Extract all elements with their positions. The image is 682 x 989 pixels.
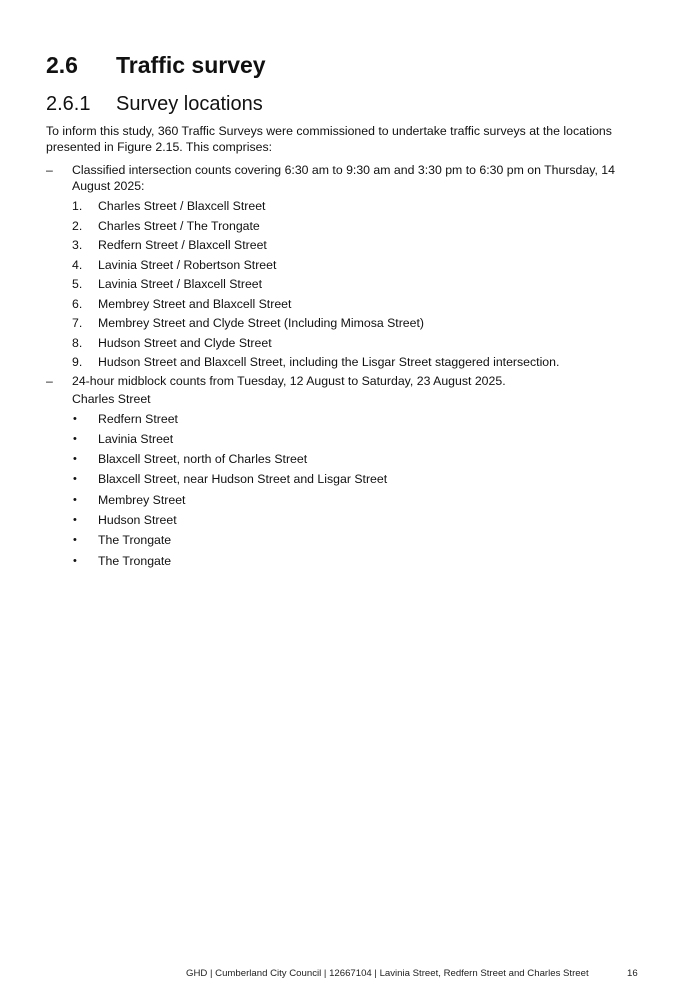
list-item-text: Hudson Street and Clyde Street [98, 335, 272, 350]
bullet-icon: • [73, 534, 77, 547]
section-heading [46, 52, 266, 79]
list-item-text: Redfern Street / Blaxcell Street [98, 238, 267, 252]
list-number: 8. [72, 335, 83, 350]
list-item-text: Membrey Street and Blaxcell Street [98, 296, 292, 311]
bullet-icon: • [73, 554, 77, 567]
list-number: 1. [72, 199, 83, 213]
dash-item-intersection-counts [46, 162, 636, 194]
dash-item-text: Classified intersection counts covering 6:30 am to 9:30 am and 3:30 pm to 6:30 pm on Thursday, 14 August 2025: [72, 163, 615, 193]
list-item [46, 256, 636, 276]
list-item-text: Membrey Street and Clyde Street (Including Mimosa Street) [98, 316, 424, 330]
dash-item-text: 24-hour midblock counts from Tuesday, 12 August to Saturday, 23 August 2025. [72, 373, 506, 388]
list-item [46, 314, 636, 334]
list-item [46, 295, 636, 315]
bullet-icon: • [73, 513, 77, 526]
list-number: 3. [72, 238, 83, 252]
list-item [46, 217, 636, 237]
dash-marker: – [46, 163, 53, 177]
list-number: 2. [72, 218, 83, 233]
list-item [46, 353, 636, 373]
list-number: 7. [72, 316, 83, 330]
list-item [46, 510, 636, 530]
dash-marker: – [46, 373, 53, 388]
list-item-text: Charles Street / The Trongate [98, 218, 260, 233]
list-item-text: Blaxcell Street, near Hudson Street and Lisgar Street [98, 472, 388, 487]
list-item [46, 551, 636, 571]
dash-item-midblock-counts [46, 373, 636, 389]
list-item [46, 490, 636, 510]
list-item-text: Membrey Street [98, 492, 186, 507]
section-title: Traffic survey [116, 52, 266, 78]
page-footer: GHD | Cumberland City Council | 12667104 | Lavinia Street, Redfern Street and Charles Street [186, 968, 589, 979]
list-item [46, 469, 636, 489]
survey-list [46, 162, 636, 571]
bullet-icon: • [73, 493, 77, 506]
list-item-text: Hudson Street and Blaxcell Street, including the Lisgar Street staggered intersection. [98, 355, 560, 369]
list-number: 5. [72, 277, 83, 291]
list-item-text: Hudson Street [98, 512, 177, 527]
list-item [46, 197, 636, 217]
list-item-text: The Trongate [98, 553, 172, 568]
section-number: 2.6 [46, 52, 78, 78]
midblock-first-location: Charles Street [72, 391, 151, 406]
list-number: 4. [72, 257, 83, 272]
bullet-icon: • [73, 412, 77, 425]
list-item-text: Charles Street / Blaxcell Street [98, 199, 266, 213]
bullet-icon: • [73, 473, 77, 486]
list-item [46, 409, 636, 429]
bullet-icon: • [73, 453, 77, 466]
list-item [46, 530, 636, 550]
list-item-text: Lavinia Street / Robertson Street [98, 257, 277, 272]
list-item-text: Redfern Street [98, 411, 178, 426]
list-item-text: The Trongate [98, 533, 172, 548]
subsection-number: 2.6.1 [46, 93, 91, 115]
list-item [46, 275, 636, 295]
list-item-text: Lavinia Street / Blaxcell Street [98, 277, 263, 291]
list-item [46, 236, 636, 256]
midblock-list [46, 409, 636, 571]
bullet-icon: • [73, 432, 77, 445]
list-item-text: Blaxcell Street, north of Charles Street [98, 452, 308, 467]
list-item [46, 334, 636, 354]
subsection-title: Survey locations [116, 93, 263, 115]
list-number: 9. [72, 355, 83, 369]
list-number: 6. [72, 296, 83, 311]
subsection-heading [46, 93, 263, 116]
list-item [46, 429, 636, 449]
intro-paragraph: To inform this study, 360 Traffic Surveys were commissioned to undertake traffic surveys at the locations presented in Figure 2.15. This comprises: [46, 124, 612, 154]
intersection-list [46, 197, 636, 373]
page-number: 16 [627, 968, 638, 979]
list-item-text: Lavinia Street [98, 431, 174, 446]
list-item [46, 449, 636, 469]
